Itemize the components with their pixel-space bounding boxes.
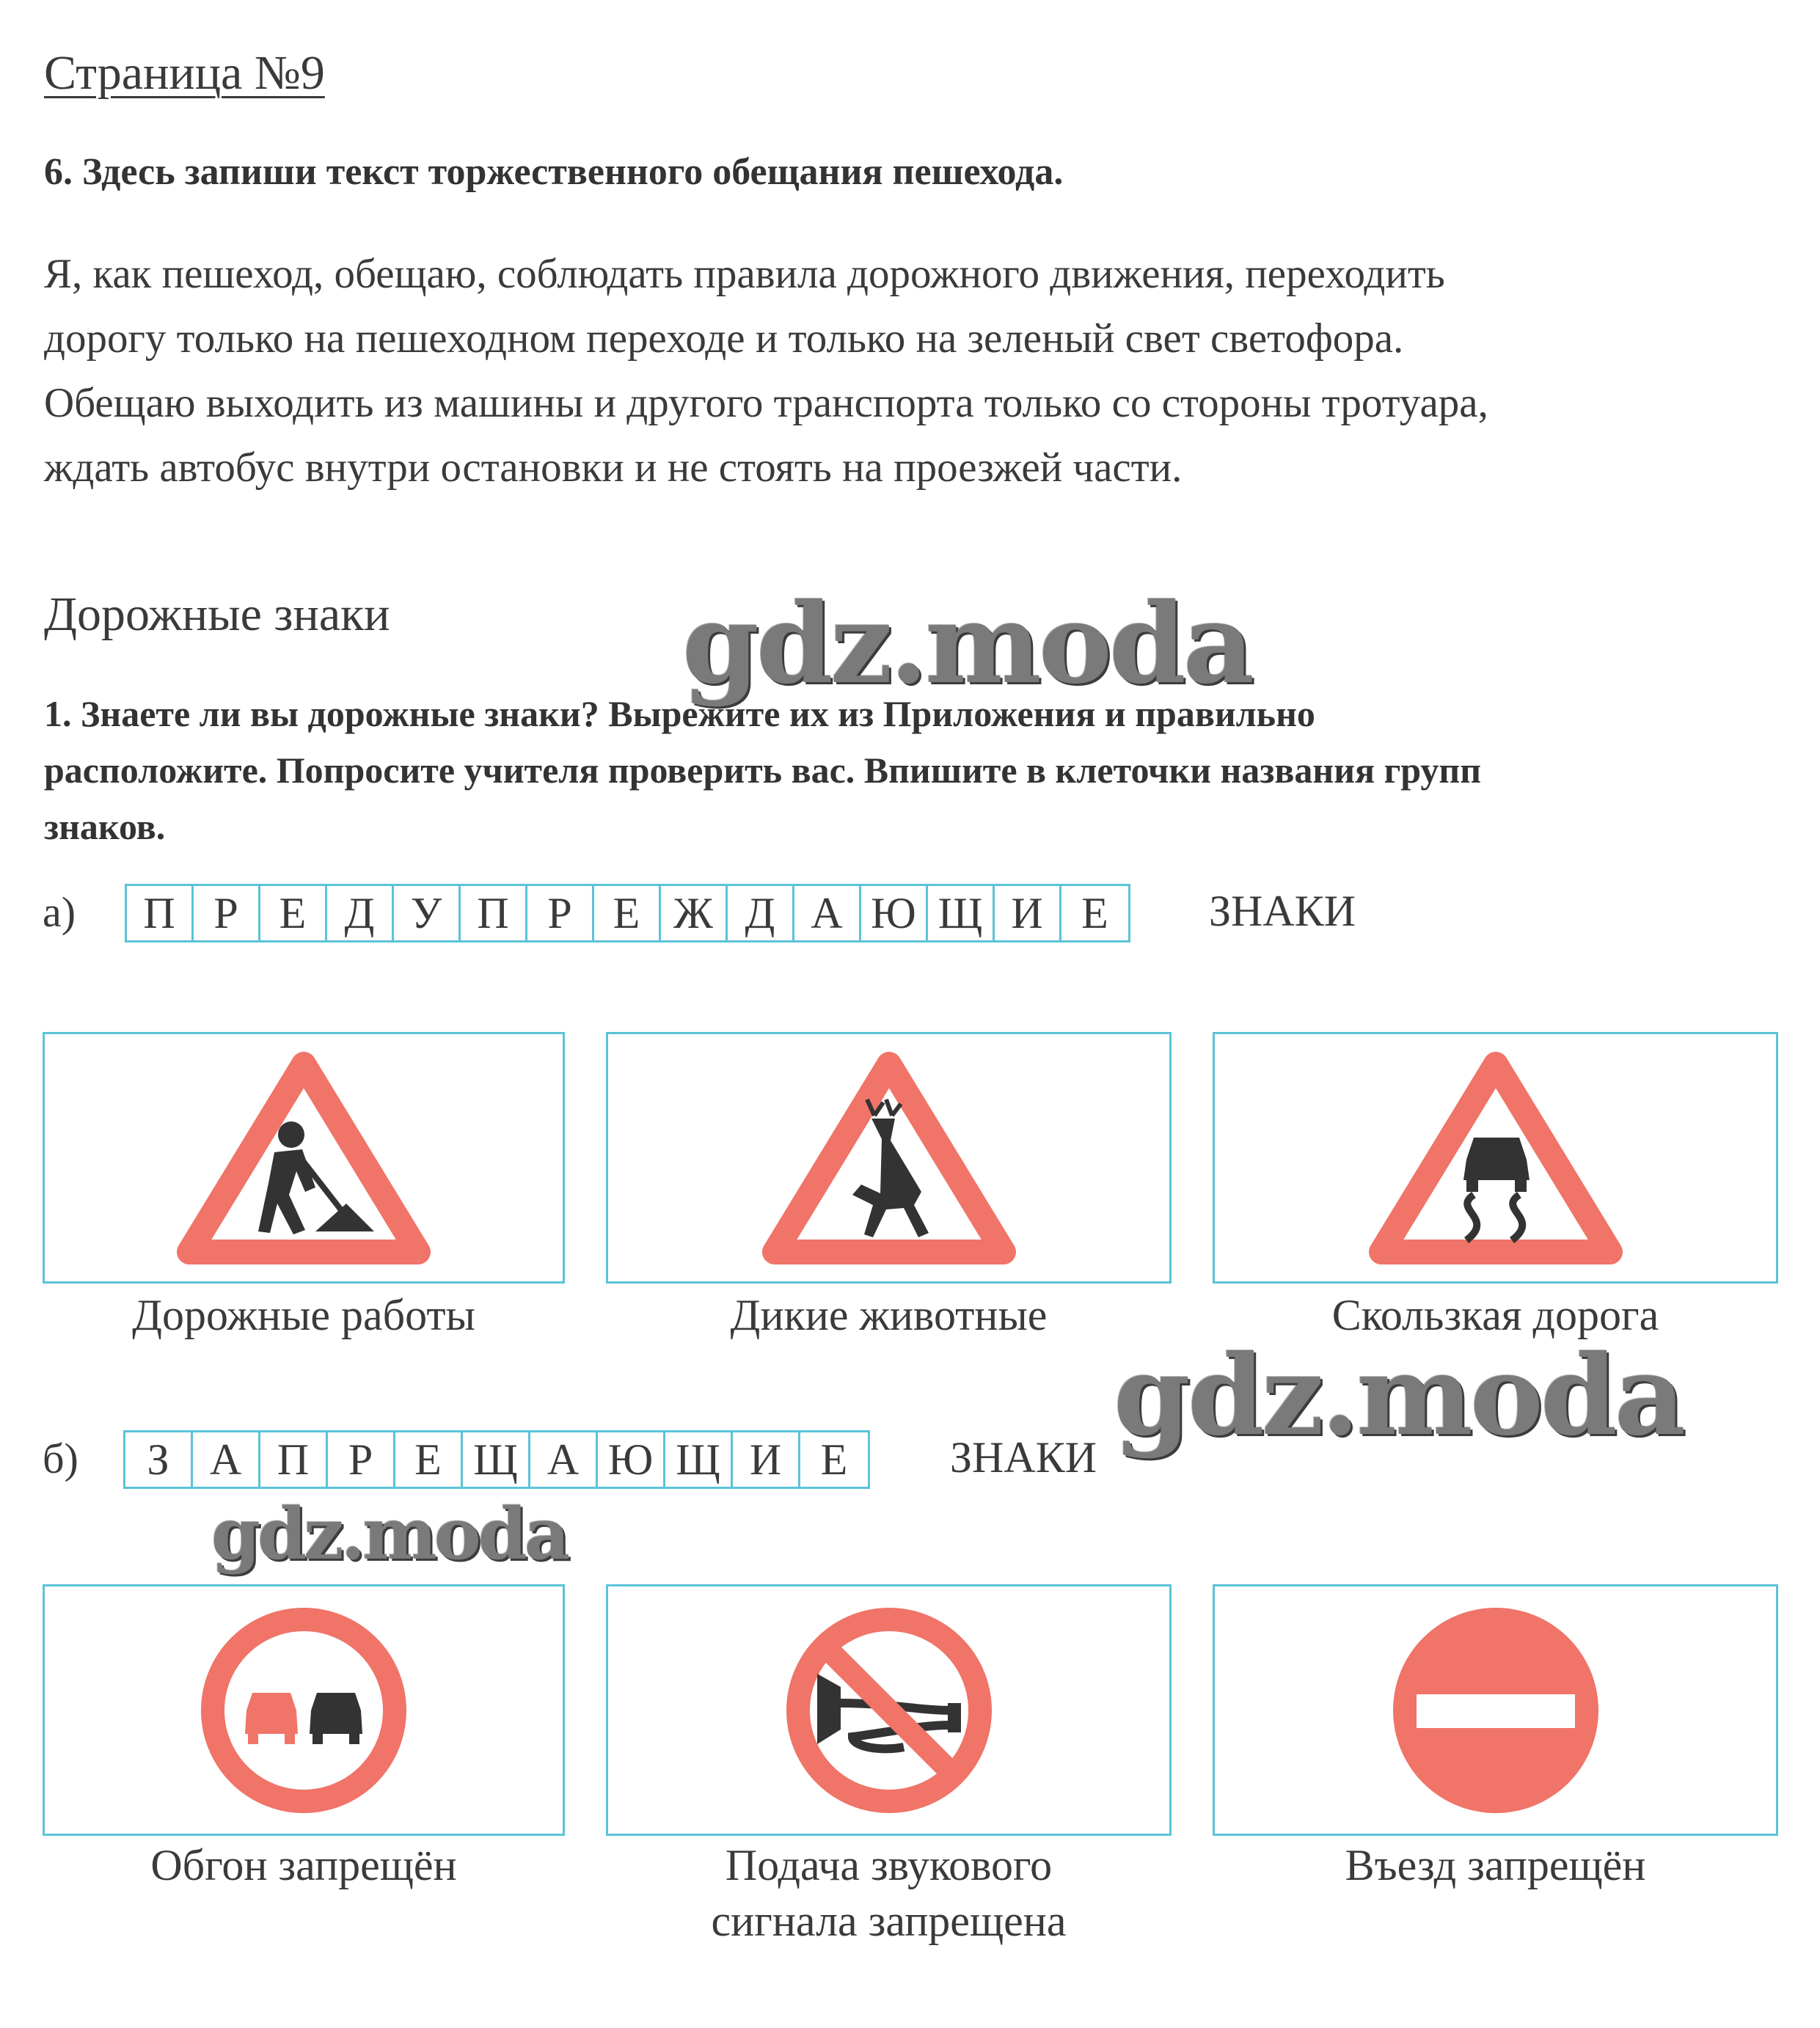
task-1-line: расположите. Попросите учителя проверить вас. Впишите в клеточки названия групп [44, 750, 1482, 791]
letter-cell: Ю [861, 886, 928, 940]
pledge-line: ждать автобус внутри остановки и не стоять на проезжей части. [44, 444, 1183, 491]
group-a-label: а) [43, 888, 76, 936]
task-1-line: 1. Знаете ли вы дорожные знаки? Вырежите их из Приложения и правильно [44, 693, 1315, 734]
watermark: gdz.moda [682, 579, 1252, 709]
letter-cell: Е [594, 886, 661, 940]
letter-cell: Р [527, 886, 594, 940]
letter-cell: Р [194, 886, 260, 940]
page-title: Страница №9 [44, 46, 325, 100]
no-horn-icon [779, 1600, 999, 1820]
group-a-suffix: ЗНАКИ [1209, 887, 1356, 935]
pledge-line: Обещаю выходить из машины и другого транспорта только со стороны тротуара, [44, 380, 1488, 426]
no-entry-icon [1386, 1600, 1606, 1820]
letter-cell: П [127, 886, 194, 940]
sign-caption: Дорожные работы [132, 1291, 475, 1339]
sign-box-wild-animals [606, 1032, 1172, 1284]
sign-box-no-overtaking [43, 1584, 565, 1836]
sign-box-no-entry [1213, 1584, 1778, 1836]
watermark: gdz.moda [211, 1493, 568, 1575]
letter-cell: Ж [661, 886, 728, 940]
letter-cell: У [394, 886, 461, 940]
group-b-cells [123, 1430, 870, 1489]
group-b-suffix: ЗНАКИ [950, 1433, 1097, 1482]
slippery-road-icon [1364, 1048, 1628, 1268]
letter-cell: З [125, 1432, 193, 1487]
sign-caption: Обгон запрещён [150, 1841, 457, 1889]
letter-cell: Ю [598, 1432, 665, 1487]
pledge-line: дорогу только на пешеходном переходе и только на зеленый свет светофора. [44, 315, 1404, 362]
sign-box-road-works [43, 1032, 565, 1284]
sign-caption [606, 1837, 1172, 1949]
letter-cell: А [193, 1432, 260, 1487]
sign-box-no-horn [606, 1584, 1172, 1836]
caption-line: сигнала запрещена [711, 1897, 1067, 1945]
sign-caption: Скользкая дорога [1331, 1291, 1659, 1339]
letter-cell: Е [395, 1432, 463, 1487]
letter-cell: Щ [928, 886, 995, 940]
pledge-text [44, 242, 1761, 500]
letter-cell: И [733, 1432, 800, 1487]
letter-cell: Д [327, 886, 394, 940]
letter-cell: А [794, 886, 861, 940]
sign-caption: Дикие животные [730, 1291, 1048, 1339]
task-6-heading: 6. Здесь запиши текст торжественного обещания пешехода. [44, 151, 1064, 193]
task-1-heading [44, 686, 1761, 855]
pledge-line: Я, как пешеход, обещаю, соблюдать правила дорожного движения, переходить [44, 251, 1445, 297]
letter-cell: П [461, 886, 527, 940]
sign-caption: Въезд запрещён [1345, 1841, 1646, 1889]
letter-cell: Щ [665, 1432, 733, 1487]
caption-line: Подача звукового [725, 1841, 1053, 1889]
section-heading: Дорожные знаки [44, 587, 390, 641]
watermark: gdz.moda [1114, 1331, 1684, 1460]
letter-cell: А [530, 1432, 598, 1487]
letter-cell: Е [1081, 888, 1108, 937]
letter-cell: Е [260, 886, 327, 940]
letter-cell: И [995, 886, 1061, 940]
letter-cell: Д [728, 886, 794, 940]
sign-box-slippery-road [1213, 1032, 1778, 1284]
no-overtaking-icon [194, 1600, 414, 1820]
letter-cell: П [260, 1432, 328, 1487]
group-a-cells [125, 884, 1130, 942]
wild-animals-icon [757, 1048, 1021, 1268]
road-works-icon [172, 1048, 436, 1268]
group-b-label: б) [43, 1435, 78, 1482]
letter-cell: Е [820, 1435, 848, 1484]
letter-cell: Р [328, 1432, 395, 1487]
letter-cell: Щ [463, 1432, 530, 1487]
task-1-line: знаков. [44, 806, 166, 847]
